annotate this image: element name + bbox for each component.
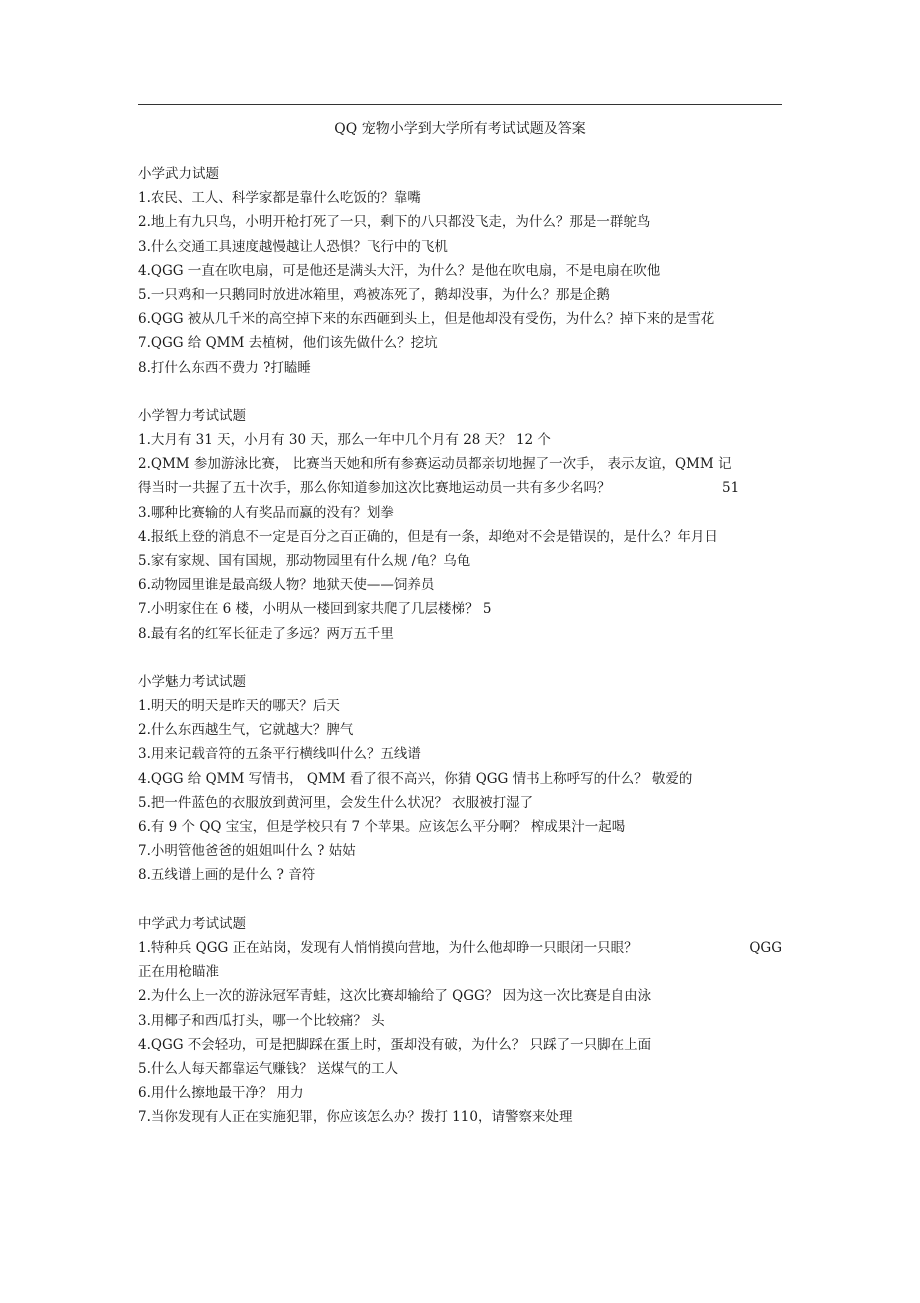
document-body: [138, 162, 782, 1154]
section-heading: 小学智力考试试题: [138, 407, 246, 424]
question-item: 2.什么东西越生气，它就越大？脾气: [138, 722, 354, 739]
question-item: 2.地上有九只鸟，小明开枪打死了一只，剩下的八只都没飞走，为什么？那是一群鸵鸟: [138, 214, 651, 231]
question-item: 2.QMM 参加游泳比赛， 比赛当天她和所有参赛运动员都亲切地握了一次手， 表示友谊，QMM 记得当时一共握了五十次手，那么你知道参加这次比赛地运动员一共有多少名吗？: [138, 456, 732, 497]
question-item-with-answer: [138, 452, 782, 500]
section-primary-intelligence: [138, 404, 782, 646]
question-item: 1.大月有 31 天，小月有 30 天，那么一年中几个月有 28 天？ 12 个: [138, 432, 551, 449]
question-item: 6.有 9 个 QQ 宝宝，但是学校只有 7 个苹果。应该怎么平分啊？ 榨成果汁一起喝: [138, 819, 626, 836]
answer-text: 51: [722, 480, 740, 497]
question-item: 7.QGG 给 QMM 去植树，他们该先做什么？挖坑: [138, 335, 438, 352]
question-item: 7.当你发现有人正在实施犯罪，你应该怎么办？拨打 110，请警察来处理: [138, 1109, 573, 1126]
question-item: 1.特种兵 QGG 正在站岗，发现有人悄悄摸向营地，为什么他却睁一只眼闭一只眼？: [138, 939, 638, 956]
question-item: 6.动物园里谁是最高级人物？地狱天使——饲养员: [138, 577, 435, 594]
question-item: 5.一只鸡和一只鹅同时放进冰箱里，鸡被冻死了，鹅却没事，为什么？那是企鹅: [138, 287, 610, 304]
section-heading: 小学武力试题: [138, 166, 219, 182]
question-item: 4.报纸上登的消息不一定是百分之百正确的，但是有一条，却绝对不会是错误的，是什么？年月日: [138, 528, 718, 545]
question-item: 8.五线谱上画的是什么 ? 音符: [138, 867, 316, 884]
question-item: 4.QGG 给 QMM 写情书， QMM 看了很不高兴，你猜 QGG 情书上称呼写的什么？ 敬爱的: [138, 770, 693, 787]
question-item: 3.哪种比赛输的人有奖品而赢的没有？划拳: [138, 504, 394, 521]
question-item: 5.家有家规、国有国规，那动物园里有什么规 /龟？乌龟: [138, 553, 471, 570]
question-item: 1.明天的明天是昨天的哪天？后天: [138, 698, 340, 715]
section-heading: 中学武力考试试题: [138, 915, 246, 932]
question-item: 2.为什么上一次的游泳冠军青蛙，这次比赛却输给了 QGG？ 因为这一次比赛是自由泳: [138, 988, 652, 1005]
question-item: 8.打什么东西不费力 ?打瞌睡: [138, 359, 311, 376]
question-item: 7.小明家住在 6 楼，小明从一楼回到家共爬了几层楼梯？ 5: [138, 601, 492, 618]
question-item: 5.把一件蓝色的衣服放到黄河里，会发生什么状况？ 衣服被打湿了: [138, 794, 534, 811]
question-item: 4.QGG 一直在吹电扇，可是他还是满头大汗，为什么？是他在吹电扇，不是电扇在吹他: [138, 262, 661, 279]
section-primary-force: [138, 162, 782, 380]
question-item: 3.用椰子和西瓜打头，哪一个比较痛？ 头: [138, 1012, 385, 1029]
question-item: 4.QGG 不会轻功，可是把脚踩在蛋上时，蛋却没有破，为什么？ 只踩了一只脚在上面: [138, 1036, 652, 1053]
answer-continuation: 正在用枪瞄准: [138, 964, 219, 981]
section-primary-charm: [138, 670, 782, 888]
section-middle-force: [138, 912, 782, 1130]
question-item: 1.农民、工人、科学家都是靠什么吃饭的？靠嘴: [138, 190, 421, 207]
question-item: 5.什么人每天都靠运气赚钱？ 送煤气的工人: [138, 1060, 399, 1077]
document-title: QQ 宠物小学到大学所有考试试题及答案: [334, 121, 586, 137]
question-item: 3.什么交通工具速度越慢越让人恐惧？飞行中的飞机: [138, 238, 448, 255]
question-item: 3.用来记载音符的五条平行横线叫什么？五线谱: [138, 746, 421, 763]
question-item: 6.用什么擦地最干净？ 用力: [138, 1085, 304, 1102]
question-item-with-answer: [138, 936, 782, 960]
section-heading: 小学魅力考试试题: [138, 673, 246, 690]
question-item: 6.QGG 被从几千米的高空掉下来的东西砸到头上，但是他却没有受伤，为什么？掉下来的是雪花: [138, 311, 715, 328]
question-item: 7.小明管他爸爸的姐姐叫什么 ? 姑姑: [138, 843, 356, 860]
answer-text: QGG: [749, 939, 782, 956]
question-item: 8.最有名的红军长征走了多远？两万五千里: [138, 625, 394, 642]
header-rule: [138, 104, 782, 105]
